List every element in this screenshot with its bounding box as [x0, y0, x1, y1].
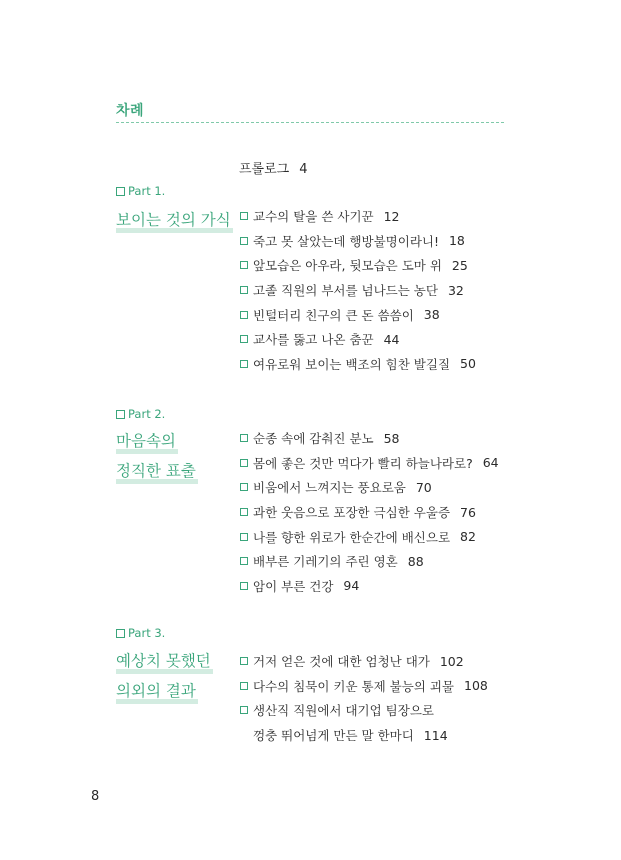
- chapter-title: 다수의 침묵이 키운 통제 불능의 괴물: [253, 678, 454, 694]
- chapter-page: 12: [383, 208, 400, 224]
- chapter-page: 50: [460, 356, 476, 372]
- part-1-title: [116, 207, 233, 237]
- toc-title: 차례: [116, 103, 145, 119]
- chapter-title: 교사를 뚫고 나온 춤꾼: [253, 332, 374, 348]
- chapter-entry: [240, 426, 499, 451]
- part-3-chapter-list: [240, 649, 488, 747]
- chapter-page: 88: [407, 553, 424, 569]
- chapter-page: 32: [447, 282, 464, 298]
- chapter-entry-continuation: [240, 723, 488, 748]
- chapter-entry: [240, 278, 476, 303]
- part-label-text: Part 3.: [128, 626, 166, 640]
- square-icon: [240, 582, 248, 590]
- part-label-text: Part 1.: [128, 184, 166, 198]
- part-3-label: [116, 626, 165, 640]
- square-icon: [240, 533, 248, 541]
- chapter-page: 76: [460, 504, 476, 520]
- chapter-page: 38: [423, 307, 440, 323]
- square-icon: [240, 483, 248, 491]
- part-title-line: 마음속의: [116, 428, 178, 454]
- square-icon: [240, 508, 248, 516]
- square-icon: [240, 682, 248, 690]
- page-number: 8: [91, 789, 100, 804]
- chapter-title: 과한 웃음으로 포장한 극심한 우울증: [253, 505, 451, 521]
- chapter-entry: [240, 674, 488, 699]
- square-icon: [240, 706, 248, 714]
- chapter-title: 비움에서 느껴지는 풍요로움: [253, 480, 406, 496]
- chapter-title-cont: 껑충 뛰어넘게 만든 말 한마디: [253, 728, 414, 744]
- chapter-title: 고졸 직원의 부서를 넘나드는 농단: [253, 283, 438, 299]
- part-1-label: [116, 184, 165, 198]
- chapter-title: 앞모습은 아우라, 뒷모습은 도마 위: [253, 258, 442, 274]
- part-2-label: [116, 407, 165, 421]
- square-icon: [240, 237, 248, 245]
- chapter-page: 18: [448, 233, 465, 249]
- chapter-entry: [240, 698, 488, 723]
- chapter-title: 몸에 좋은 것만 먹다가 빨리 하늘나라로?: [253, 455, 473, 471]
- part-2-chapter-list: [240, 426, 499, 598]
- chapter-entry: [240, 524, 499, 549]
- chapter-page: 102: [439, 653, 464, 669]
- chapter-title: 빈털터리 친구의 큰 돈 씀씀이: [253, 307, 414, 323]
- square-icon: [240, 335, 248, 343]
- part-3-title: [116, 648, 213, 708]
- prologue-title: 프롤로그: [239, 162, 290, 177]
- chapter-page: 70: [415, 479, 432, 495]
- chapter-entry: [240, 500, 499, 525]
- chapter-page: 64: [482, 455, 499, 471]
- square-icon: [240, 261, 248, 269]
- square-icon: [116, 410, 125, 419]
- chapter-title: 죽고 못 살았는데 행방불명이라니!: [253, 233, 439, 249]
- square-icon: [240, 434, 248, 442]
- square-icon: [240, 212, 248, 220]
- chapter-title: 교수의 탈을 쓴 사기꾼: [253, 209, 374, 225]
- chapter-page: 58: [383, 430, 400, 446]
- chapter-title: 생산직 직원에서 대기업 팀장으로: [253, 703, 434, 719]
- square-icon: [240, 459, 248, 467]
- prologue-page: 4: [299, 162, 308, 177]
- chapter-page: 44: [383, 331, 400, 347]
- chapter-page: 108: [464, 678, 488, 694]
- square-icon: [116, 629, 125, 638]
- chapter-page: 94: [343, 578, 360, 594]
- part-title-line: 의외의 결과: [116, 678, 198, 704]
- chapter-title: 나를 향한 위로가 한순간에 배신으로: [253, 529, 451, 545]
- chapter-entry: [240, 549, 499, 574]
- chapter-entry: [240, 475, 499, 500]
- part-1-chapter-list: [240, 204, 476, 376]
- square-icon: [240, 557, 248, 565]
- chapter-entry: [240, 229, 476, 254]
- chapter-entry: [240, 302, 476, 327]
- chapter-title: 순종 속에 감춰진 분노: [253, 431, 374, 447]
- chapter-entry: [240, 451, 499, 476]
- chapter-page: 82: [460, 529, 476, 545]
- title-divider: [116, 122, 504, 123]
- chapter-page: 25: [451, 257, 468, 273]
- part-2-title: [116, 428, 198, 488]
- part-title-line: 정직한 표출: [116, 458, 198, 484]
- part-label-text: Part 2.: [128, 407, 166, 421]
- chapter-page: 114: [423, 727, 448, 743]
- chapter-entry: [240, 327, 476, 352]
- chapter-title: 여유로워 보이는 백조의 힘찬 발길질: [253, 356, 451, 372]
- chapter-title: 배부른 기레기의 주린 영혼: [253, 554, 398, 570]
- square-icon: [240, 286, 248, 294]
- part-title-line: 보이는 것의 가식: [116, 207, 233, 233]
- chapter-entry: [240, 352, 476, 377]
- part-title-line: 예상치 못했던: [116, 648, 213, 674]
- square-icon: [240, 311, 248, 319]
- prologue-entry: [239, 158, 308, 177]
- chapter-entry: [240, 649, 488, 674]
- square-icon: [240, 360, 248, 368]
- chapter-entry: [240, 253, 476, 278]
- chapter-entry: [240, 574, 499, 599]
- chapter-title: 거저 얻은 것에 대한 엄청난 대가: [253, 654, 430, 670]
- square-icon: [240, 657, 248, 665]
- square-icon: [116, 187, 125, 196]
- chapter-entry: [240, 204, 476, 229]
- chapter-title: 암이 부른 건강: [253, 578, 334, 594]
